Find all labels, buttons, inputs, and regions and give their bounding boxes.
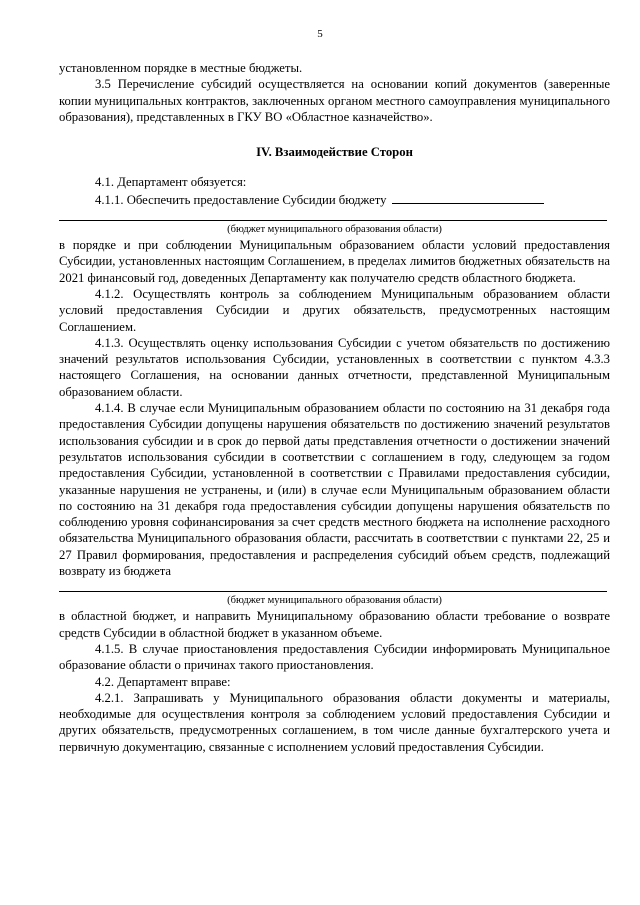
fill-in-caption: (бюджет муниципального образования области) bbox=[227, 224, 442, 236]
page-number: 5 bbox=[317, 28, 323, 40]
paragraph-4-1-2: 4.1.2. Осуществлять контроль за соблюдением Муниципальным образованием области условий предоставления Субсидии и других обязательств, предусмотренных настоящим Соглашением. bbox=[59, 286, 610, 334]
paragraph-3-5: 3.5 Перечисление субсидий осуществляется на основании копий документов (заверенные копии муниципальных контрактов, заключенных органом местного самоуправления муниципального образования), представленных в ГКУ ВО «Областное казначейство». bbox=[59, 77, 610, 124]
document-body bbox=[59, 60, 610, 755]
paragraph-4-1-3: 4.1.3. Осуществлять оценку использования Субсидии с учетом обязательств по достижению значений результатов использования Субсидии, установленных в соответствии с пунктом 4.3.3 настоящего Соглашения, на основании данных отчетности, представленной Муниципальным образованием области. bbox=[59, 335, 610, 399]
fill-in-caption: (бюджет муниципального образования области) bbox=[227, 595, 442, 607]
paragraph-4-1-1 bbox=[59, 191, 610, 208]
paragraph-3-4-end: установленном порядке в местные бюджеты. bbox=[59, 61, 303, 75]
paragraph-4-2-1: 4.2.1. Запрашивать у Муниципального образования области документы и материалы, необходимые для осуществления контроля за соблюдением условий предоставления Субсидии и других обязательств, предусмотренных соглашением, в том числе данные бухгалтерского учета и первичную документацию, связанные с исполнением условий предоставления Субсидии. bbox=[59, 690, 610, 754]
paragraph-4-1-1-cont: в порядке и при соблюдении Муниципальным образованием области условий предоставления Субсидии, установленных настоящим Соглашением, в пределах лимитов бюджетных обязательств на 2021 финансовый год, доведенных Департаменту как получателю средств областного бюджета. bbox=[59, 238, 610, 285]
fill-in-blank bbox=[392, 191, 544, 204]
paragraph-4-1: 4.1. Департамент обязуется: bbox=[95, 175, 247, 190]
paragraph-4-1-5: 4.1.5. В случае приостановления предоставления Субсидии информировать Муниципальное образование области о причинах такого приостановления. bbox=[59, 641, 610, 673]
section-heading: IV. Взаимодействие Сторон bbox=[256, 145, 413, 160]
paragraph-4-1-1-text: 4.1.1. Обеспечить предоставление Субсидии бюджету bbox=[95, 192, 387, 207]
paragraph-4-1-4: 4.1.4. В случае если Муниципальным образованием области по состоянию на 31 декабря года предоставления Субсидии допущены нарушения обязательств по достижению значений результатов использования субсидии и в срок до первой даты представления отчетности о достижении значений результатов использования субсидии в соответствии с соглашением в году, следующем за годом предоставления Субсидии, установленной в соответствии с Правилами предоставления субсидии, указанные нарушения не устранены, и (или) в случае если Муниципальным образованием области по состоянию на 31 декабря года предоставления субсидии допущены нарушения обязательств по соблюдению уровня софинансирования за счет средств местного бюджета на исполнение расходного обязательства Муниципального образования области, рассчитать в соответствии с пунктами 22, 25 и 27 Правил формирования, предоставления и распределения субсидий объем средств, подлежащий возврату из бюджета bbox=[59, 401, 610, 579]
fill-in-line bbox=[59, 220, 607, 221]
fill-in-line bbox=[59, 591, 607, 592]
paragraph-4-2: 4.2. Департамент вправе: bbox=[95, 674, 231, 689]
paragraph-4-1-4-cont: в областной бюджет, и направить Муниципальному образованию области требование о возврате средств Субсидии в областной бюджет в указанном объеме. bbox=[59, 609, 610, 640]
